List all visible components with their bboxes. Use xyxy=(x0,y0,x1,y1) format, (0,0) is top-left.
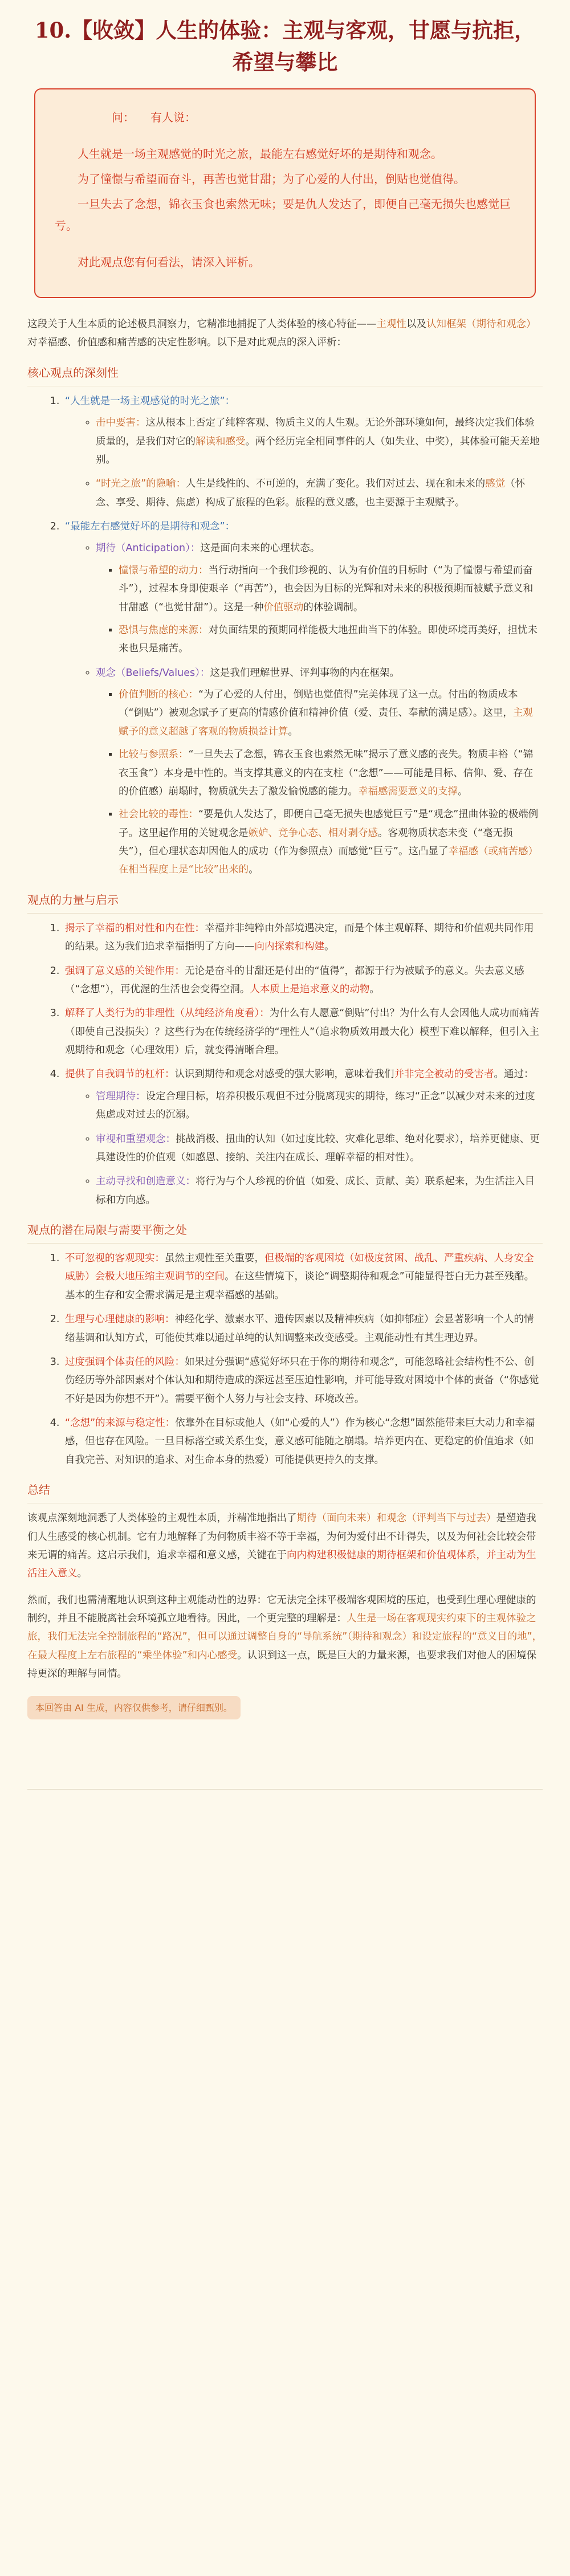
list-item: ◦ 管理期待：设定合理目标，培养积极乐观但不过分脱离现实的期待，练习“正念”以减少对未来的过度焦虑或对过去的沉溺。 xyxy=(96,1087,543,1124)
summary-paragraph: 该观点深刻地洞悉了人类体验的主观性本质，并精准地指出了期待（面向未来）和观念（评判当下与过去）是塑造我们人生感受的核心机制。它有力地解释了为何物质丰裕不等于幸福，为何为爱付出不计得失，以及为何社会比较会带来无谓的痛苦。这启示我们，追求幸福和意义感，关键在于向内构建积极健康的期待框架和价值观体系，并主动为生活注入意义。 xyxy=(27,1513,536,1580)
list-item: ◦ 观念（Beliefs/Values）：这是我们理解世界、评判事物的内在框架。 ▪ 价值判断的核心：“为了心爱的人付出，倒贴也觉值得”完美体现了这一点。付出的物质成本（“倒贴”）被观念赋予了更高的情感价值和精神价值（爱、责任、奉献的满足感）。这里，主观赋予的意义超越了客观的物质损益计算。 ▪ 比较与参照系：“一旦失去了念想，锦衣玉食也索然无味”揭示了意义感的丧失。物质丰裕（“锦衣玉食”）本身是中性的。当支撑其意义的内在支柱（“念想”——可能是目标、信仰、爱、存在的价值感）崩塌时，物质就失去了激发愉悦感的能力。幸福感需要意义的支撑。 ▪ 社会比较的毒性：“要是仇人发达了，即便自己毫无损失也感觉巨亏”是“观念”扭曲体验的极端例子。这里起作用的关键观念是嫉妒、竞争心态、相对剥夺感。客观物质状态未变（“毫无损失”），但心理状态却因他人的成功（作为参照点）而感觉“巨亏”。这凸显了幸福感（或痛苦感）在相当程度上是“比较”出来的。 xyxy=(96,664,543,879)
section-list xyxy=(27,392,543,879)
list-item: 3. 过度强调个体责任的风险：如果过分强调“感觉好坏只在于你的期待和观念”，可能忽略社会结构性不公、创伤经历等外部因素对个体认知和期待造成的深远甚至压迫性影响，并可能导致对困境中个体的责备（“你感觉不好是因为你想不开”）。需要平衡个人努力与社会支持、环境改善。 xyxy=(63,1353,543,1408)
list-item: ▪ 恐惧与焦虑的来源：对负面结果的预期同样能极大地扭曲当下的体验。即使环境再美好，担忧未来也只是痛苦。 xyxy=(119,621,543,658)
list-item: 3. 解释了人类行为的非理性（从纯经济角度看）：为什么有人愿意“倒贴”付出？为什么有人会因他人成功而痛苦（即使自己没损失）？这些行为在传统经济学的“理性人”（追求物质效用最大化）模型下难以解释，但引入主观期待和观念（心理效用）后，就变得清晰合理。 xyxy=(63,1004,543,1059)
highlight: 主观性 xyxy=(376,319,406,330)
intro-paragraph: 这段关于人生本质的论述极具洞察力，它精准地捕捉了人类体验的核心特征——主观性以及认知框架（期待和观念）对幸福感、价值感和痛苦感的决定性影响。以下是对此观点的深入评析： xyxy=(27,319,536,349)
question-paragraph: 一旦失去了念想，锦衣玉食也索然无味；要是仇人发达了，即便自己毫无损失也感觉巨亏。 xyxy=(55,197,511,233)
section-heading: 观点的力量与启示 xyxy=(27,890,543,914)
section-list xyxy=(27,1249,543,1469)
footer-divider xyxy=(27,1789,543,1797)
list-item: ▪ 比较与参照系：“一旦失去了念想，锦衣玉食也索然无味”揭示了意义感的丧失。物质丰裕（“锦衣玉食”）本身是中性的。当支撑其意义的内在支柱（“念想”——可能是目标、信仰、爱、存在的价值感）崩塌时，物质就失去了激发愉悦感的能力。幸福感需要意义的支撑。 xyxy=(119,745,543,801)
list-item: ▪ 憧憬与希望的动力：当行动指向一个我们珍视的、认为有价值的目标时（“为了憧憬与希望而奋斗”），过程本身即使艰辛（“再苦”），也会因为目标的光辉和对未来的积极预期而被赋予意义和甘甜感（“也觉甘甜”）。这是一种价值驱动的体验调制。 xyxy=(119,561,543,617)
item-title: “最能左右感觉好坏的是期待和观念”： xyxy=(65,521,235,532)
question-header xyxy=(55,107,515,128)
list-item: ▪ 社会比较的毒性：“要是仇人发达了，即便自己毫无损失也感觉巨亏”是“观念”扭曲体验的极端例子。这里起作用的关键观念是嫉妒、竞争心态、相对剥夺感。客观物质状态未变（“毫无损失”），但心理状态却因他人的成功（作为参照点）而感觉“巨亏”。这凸显了幸福感（或痛苦感）在相当程度上是“比较”出来的。 xyxy=(119,805,543,879)
list-item: 1. 揭示了幸福的相对性和内在性：幸福并非纯粹由外部境遇决定，而是个体主观解释、期待和价值观共同作用的结果。这为我们追求幸福指明了方向——向内探索和构建。 xyxy=(63,919,543,956)
section-heading: 总结 xyxy=(27,1479,543,1503)
ask-label: 问： xyxy=(112,111,135,124)
question-paragraph: 为了憧憬与希望而奋斗，再苦也觉甘甜；为了心爱的人付出，倒贴也觉值得。 xyxy=(78,172,465,186)
question-box xyxy=(34,88,536,298)
summary xyxy=(27,1509,543,1719)
list-item: ◦ 审视和重塑观念：挑战消极、扭曲的认知（如过度比较、灾难化思维、绝对化要求），培养更健康、更具建设性的价值观（如感恩、接纳、关注内在成长、理解幸福的相对性）。 xyxy=(96,1130,543,1167)
list-item: 2. 强调了意义感的关键作用：无论是奋斗的甘甜还是付出的“值得”，都源于行为被赋予的意义。失去意义感（“念想”），再优渥的生活也会变得空洞。人本质上是追求意义的动物。 xyxy=(63,962,543,999)
ai-disclaimer-badge: 本回答由 AI 生成，内容仅供参考，请仔细甄别。 xyxy=(27,1696,241,1720)
list-item: 2. 生理与心理健康的影响：神经化学、激素水平、遗传因素以及精神疾病（如抑郁症）会显著影响一个人的情绪基调和认知方式，可能使其难以通过单纯的认知调整来改变感受。主观能动性有其生理边界。 xyxy=(63,1310,543,1347)
section-heading: 观点的潜在局限与需要平衡之处 xyxy=(27,1220,543,1244)
question-paragraph: 人生就是一场主观感觉的时光之旅，最能左右感觉好坏的是期待和观念。 xyxy=(78,147,442,161)
list-item: ◦ “时光之旅”的隐喻：人生是线性的、不可逆的，充满了变化。我们对过去、现在和未来的感觉（怀念、享受、期待、焦虑）构成了旅程的色彩。旅程的意义感，也主要源于主观赋予。 xyxy=(96,475,543,512)
list-item: 4. “念想”的来源与稳定性：依靠外在目标或他人（如“心爱的人”）作为核心“念想”固然能带来巨大动力和幸福感，但也存在风险。一旦目标落空或关系生变，意义感可能随之崩塌。培养更内在、更稳定的价值追求（如自我完善、对知识的追求、对生命本身的热爱）可能提供更持久的支撑。 xyxy=(63,1414,543,1469)
list-item: ▪ 价值判断的核心：“为了心爱的人付出，倒贴也觉值得”完美体现了这一点。付出的物质成本（“倒贴”）被观念赋予了更高的情感价值和精神价值（爱、责任、奉献的满足感）。这里，主观赋予的意义超越了客观的物质损益计算。 xyxy=(119,686,543,741)
list-item: 4. 提供了自我调节的杠杆：认识到期待和观念对感受的强大影响，意味着我们并非完全被动的受害者。通过： ◦ 管理期待：设定合理目标，培养积极乐观但不过分脱离现实的期待，练习“正念”以减少对未来的过度焦虑或对过去的沉溺。 ◦ 审视和重塑观念：挑战消极、扭曲的认知（如过度比较、灾难化思维、绝对化要求），培养更健康、更具建设性的价值观（如感恩、接纳、关注内在成长、理解幸福的相对性）。 ◦ 主动寻找和创造意义：将行为与个人珍视的价值（如爱、成长、贡献、美）联系起来，为生活注入目标和方向感。 xyxy=(63,1065,543,1209)
list-item xyxy=(63,392,543,512)
list-item: 1. 不可忽视的客观现实：虽然主观性至关重要，但极端的客观困境（如极度贫困、战乱、严重疾病、人身安全威胁）会极大地压缩主观调节的空间。在这些情境下，谈论“调整期待和观念”可能显得苍白无力甚至残酷。基本的生存和安全需求满足是主观幸福感的基础。 xyxy=(63,1249,543,1305)
section-list xyxy=(27,919,543,1209)
item-title: “人生就是一场主观感觉的时光之旅”： xyxy=(65,395,235,407)
summary-paragraph: 然而，我们也需清醒地认识到这种主观能动性的边界：它无法完全抹平极端客观困境的压迫，也受到生理心理健康的制约，并且不能脱离社会环境孤立地看待。因此，一个更完整的理解是：人生是一场在客观现实约束下的主观体验之旅，我们无法完全控制旅程的“路况”，但可以通过调整自身的“导航系统”（期待和观念）和设定旅程的“意义目的地”，在最大程度上左右旅程的“乘坐体验”和内心感受。认识到这一点，既是巨大的力量来源，也要求我们对他人的困境保持更深的理解与同情。 xyxy=(27,1594,543,1680)
highlight: 认知框架（期待和观念） xyxy=(426,319,536,330)
list-item: ◦ 击中要害：这从根本上否定了纯粹客观、物质主义的人生观。无论外部环境如何，最终决定我们体验质量的，是我们对它的解读和感受。两个经历完全相同事件的人（如失业、中奖），其体验可能天差地别。 xyxy=(96,414,543,469)
list-item: ◦ 主动寻找和创造意义：将行为与个人珍视的价值（如爱、成长、贡献、美）联系起来，为生活注入目标和方向感。 xyxy=(96,1172,543,1209)
question-prompt: 对此观点您有何看法，请深入评析。 xyxy=(78,255,260,269)
list-item xyxy=(63,517,543,879)
section-heading: 核心观点的深刻性 xyxy=(27,362,543,386)
list-item: ◦ 期待（Anticipation）：这是面向未来的心理状态。 ▪ 憧憬与希望的动力：当行动指向一个我们珍视的、认为有价值的目标时（“为了憧憬与希望而奋斗”），过程本身即使艰辛（“再苦”），也会因为目标的光辉和对未来的积极预期而被赋予意义和甘甜感（“也觉甘甜”）。这是一种价值驱动的体验调制。 ▪ 恐惧与焦虑的来源：对负面结果的预期同样能极大地扭曲当下的体验。即使环境再美好，担忧未来也只是痛苦。 xyxy=(96,539,543,658)
page-title: 10.【收敛】人生的体验：主观与客观，甘愿与抗拒，希望与攀比 xyxy=(34,18,536,75)
asker-label: 有人说： xyxy=(150,111,196,124)
